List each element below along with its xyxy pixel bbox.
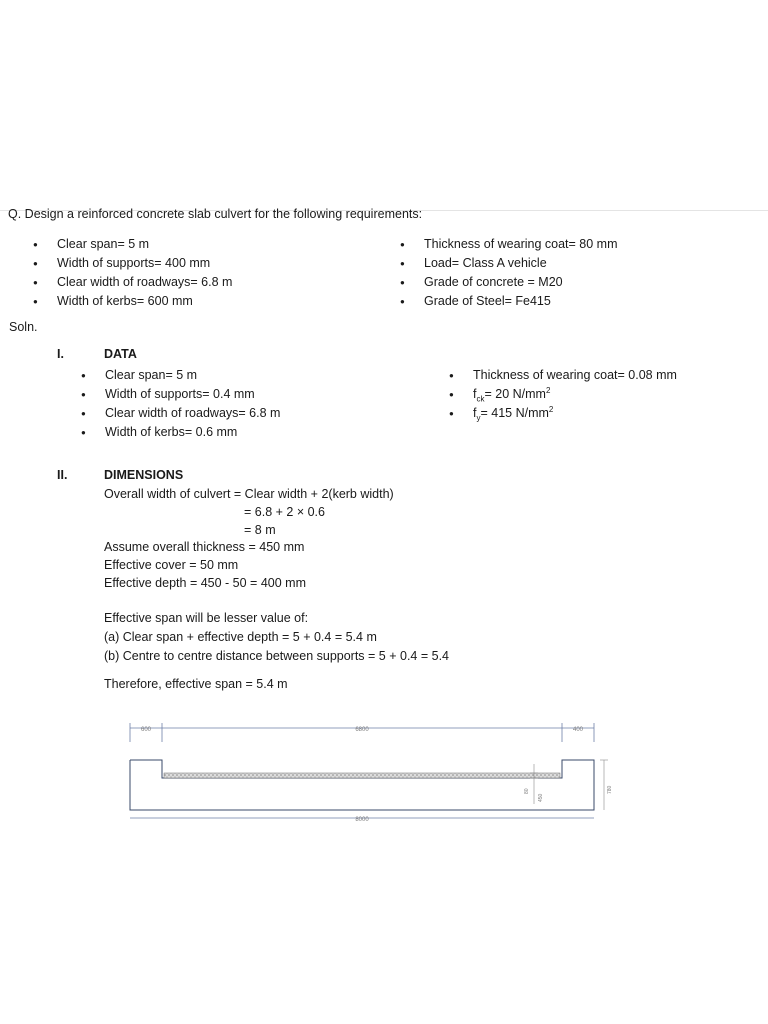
question-requirements-right	[400, 235, 618, 311]
list-item: ● Width of supports= 400 mm	[33, 254, 232, 273]
overall-width-step-2: = 8 m	[244, 523, 276, 537]
dim-label-mid: 6800	[355, 727, 369, 733]
list-item: ● Grade of Steel= Fe415	[400, 292, 618, 311]
dim-label-780: 780	[607, 785, 613, 794]
list-item: ● Load= Class A vehicle	[400, 254, 618, 273]
dim-label-bottom: 8000	[355, 817, 369, 822]
effective-span-option-b: (b) Centre to centre distance between supports = 5 + 0.4 = 5.4	[104, 649, 450, 663]
section-heading-data: DATA	[104, 347, 137, 361]
dim-label-right: 400	[572, 727, 584, 733]
section-number-dimensions: II.	[57, 468, 68, 482]
list-item: ● Clear width of roadways= 6.8 m	[81, 404, 280, 423]
culvert-section-figure	[104, 702, 644, 822]
list-item: ● Width of kerbs= 600 mm	[33, 292, 232, 311]
overall-width-step-1: = 6.8 + 2 × 0.6	[244, 505, 325, 519]
wearing-coat	[164, 773, 560, 778]
list-item: ● Width of kerbs= 0.6 mm	[81, 423, 280, 442]
solution-label: Soln.	[9, 320, 38, 334]
dim-label-450: 450	[538, 793, 544, 802]
effective-span-option-a: (a) Clear span + effective depth = 5 + 0.4 = 5.4 m	[104, 630, 377, 644]
effective-depth-line: Effective depth = 450 - 50 = 400 mm	[104, 576, 306, 590]
dim-label-80: 80	[524, 788, 530, 794]
list-item: ● Thickness of wearing coat= 0.08 mm	[449, 366, 677, 385]
list-item: ● Thickness of wearing coat= 80 mm	[400, 235, 618, 254]
data-list-right	[449, 366, 677, 423]
question-title: Q. Design a reinforced concrete slab culvert for the following requirements:	[8, 207, 423, 221]
list-item: ● $f_{ck}= 20$ $N/mm^2$	[449, 385, 677, 404]
list-item: ● Clear width of roadways= 6.8 m	[33, 273, 232, 292]
effective-span-intro: Effective span will be lesser value of:	[104, 611, 309, 625]
overall-width-line: Overall width of culvert = Clear width + 2(kerb width)	[104, 487, 394, 501]
list-item: ● Clear span= 5 m	[33, 235, 232, 254]
overall-thickness-line: Assume overall thickness = 450 mm	[104, 540, 305, 554]
data-list-left	[81, 366, 280, 442]
section-number-data: I.	[57, 347, 64, 361]
question-requirements-left	[33, 235, 232, 311]
effective-span-conclusion: Therefore, effective span = 5.4 m	[104, 677, 288, 691]
culvert-outline	[130, 760, 594, 810]
list-item: ● Width of supports= 0.4 mm	[81, 385, 280, 404]
section-heading-dimensions: DIMENSIONS	[104, 468, 184, 482]
list-item: ● Clear span= 5 m	[81, 366, 280, 385]
dim-label-left: 600	[140, 727, 152, 733]
effective-cover-line: Effective cover = 50 mm	[104, 558, 239, 572]
list-item: ● $f_y= 415$ $N/mm^2$	[449, 404, 677, 423]
list-item: ● Grade of concrete = M20	[400, 273, 618, 292]
